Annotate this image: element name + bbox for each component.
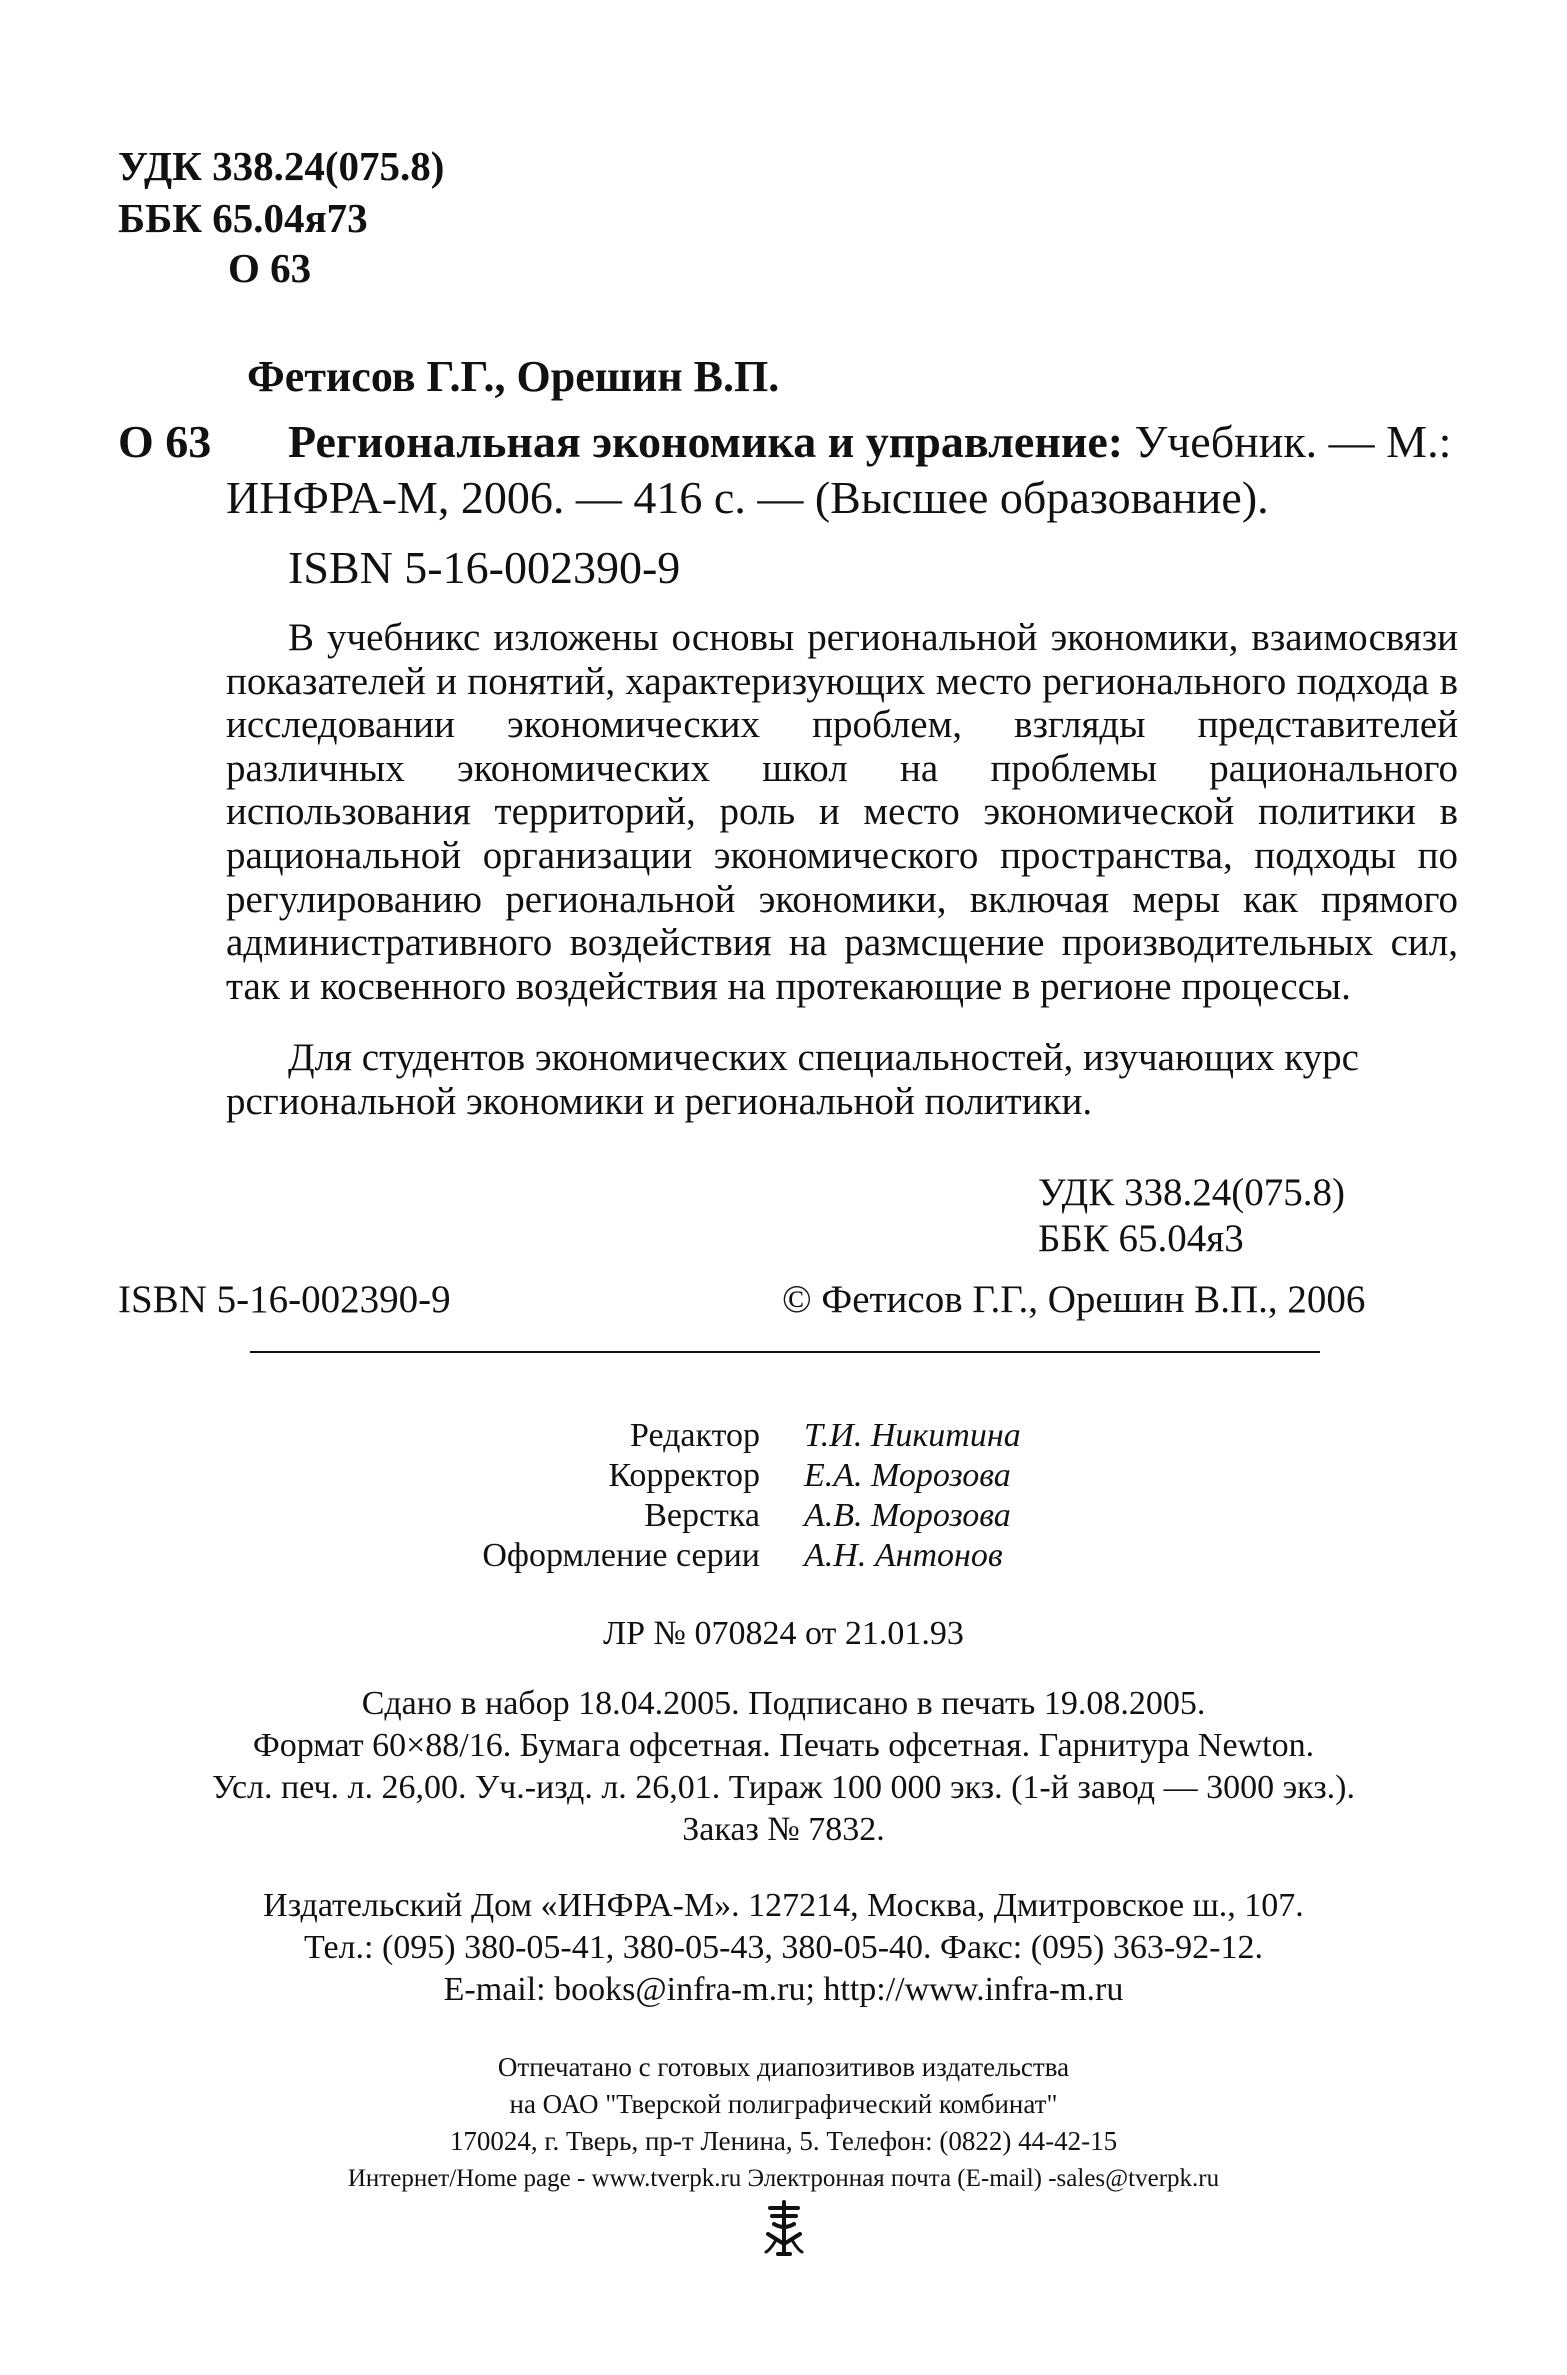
printer-line-4: Интернет/Home page - www.tverpk.ru Электронная почта (E-mail) -sales@tverpk.ru xyxy=(347,2165,1220,2192)
footer-bbk: ББК 65.04я3 xyxy=(1038,1217,1244,1260)
license-number: ЛР № 070824 от 21.01.93 xyxy=(603,1615,964,1652)
footer-isbn: ISBN 5-16-002390-9 xyxy=(118,1278,451,1321)
production-line-2: Формат 60×88/16. Бумага офсетная. Печать офсетная. Гарнитура Newton. xyxy=(252,1727,1315,1764)
staff-name-series-design: А.Н. Антонов xyxy=(804,1537,1003,1574)
bbk-header: ББК 65.04я73 xyxy=(118,195,368,241)
printer-line-1: Отпечатано с готовых диапозитивов издательства xyxy=(497,2052,1070,2082)
publisher-line-3: E-mail: books@infra-m.ru; http://www.infra-m.ru xyxy=(443,1971,1124,2008)
book-authors: Фетисов Г.Г., Орешин В.П. xyxy=(247,352,780,401)
staff-name-editor: Т.И. Никитина xyxy=(804,1417,1021,1454)
printer-line-3: 170024, г. Тверь, пр-т Ленина, 5. Телефон: (0822) 44-42-15 xyxy=(449,2126,1118,2156)
book-title-rest: Учебник. — М.: xyxy=(1134,416,1452,467)
production-line-4: Заказ № 7832. xyxy=(682,1811,885,1848)
production-line-1: Сдано в набор 18.04.2005. Подписано в печать 19.08.2005. xyxy=(361,1685,1206,1722)
author-mark-header: О 63 xyxy=(228,245,312,291)
annotation-paragraph-1: В учебникс изложены основы региональной экономики, взаимосвязи показателей и понятий, характеризующих место регионального подхода в исследовании экономических проблем, взгляды представителей различных экономических школ на проблемы рационального использования территорий, роль и место экономической политики в рациональной организации экономического пространства, подходы по регулированию региональной экономики, включая меры как прямого административного воздействия на размсщение производительных сил, так и косвенного воздействия на протекающие в регионе процессы. xyxy=(226,616,1458,1008)
book-mark: О 63 xyxy=(118,416,212,467)
footer-udk: УДК 338.24(075.8) xyxy=(1038,1171,1346,1214)
udk-header: УДК 338.24(075.8) xyxy=(118,143,445,189)
book-imprint: ИНФРА-М, 2006. — 416 с. — (Высшее образование). xyxy=(226,472,1269,523)
production-line-3: Усл. печ. л. 26,00. Уч.-изд. л. 26,01. Тираж 100 000 экз. (1-й завод — 3000 экз.). xyxy=(211,1769,1356,1806)
staff-role-layout: Верстка xyxy=(644,1497,760,1534)
publisher-line-2: Тел.: (095) 380-05-41, 380-05-43, 380-05-40. Факс: (095) 363-92-12. xyxy=(303,1929,1263,1966)
printer-line-2: на ОАО "Тверской полиграфический комбинат" xyxy=(509,2089,1058,2119)
book-title xyxy=(288,414,1451,470)
staff-name-proofreader: Е.А. Морозова xyxy=(804,1457,1011,1494)
staff-role-series-design: Оформлениe серии xyxy=(482,1537,760,1574)
printer-logo-icon xyxy=(760,2200,808,2258)
annotation-paragraph-2: Для студентов экономических специальностей, изучающих курс рсгиональной экономики и региональной политики. xyxy=(226,1036,1359,1123)
staff-name-layout: А.В. Морозова xyxy=(804,1497,1011,1534)
footer-copyright: © Фетисов Г.Г., Орешин В.П., 2006 xyxy=(782,1278,1366,1321)
staff-role-editor: Редактор xyxy=(630,1417,760,1454)
divider-rule xyxy=(250,1351,1320,1353)
staff-role-proofreader: Корректор xyxy=(608,1457,760,1494)
book-isbn: ISBN 5-16-002390-9 xyxy=(288,542,681,593)
book-title-main: Региональная экономика и управление: xyxy=(288,416,1124,467)
publisher-line-1: Издательский Дом «ИНФРА-М». 127214, Москва, Дмитровское ш., 107. xyxy=(263,1887,1304,1924)
